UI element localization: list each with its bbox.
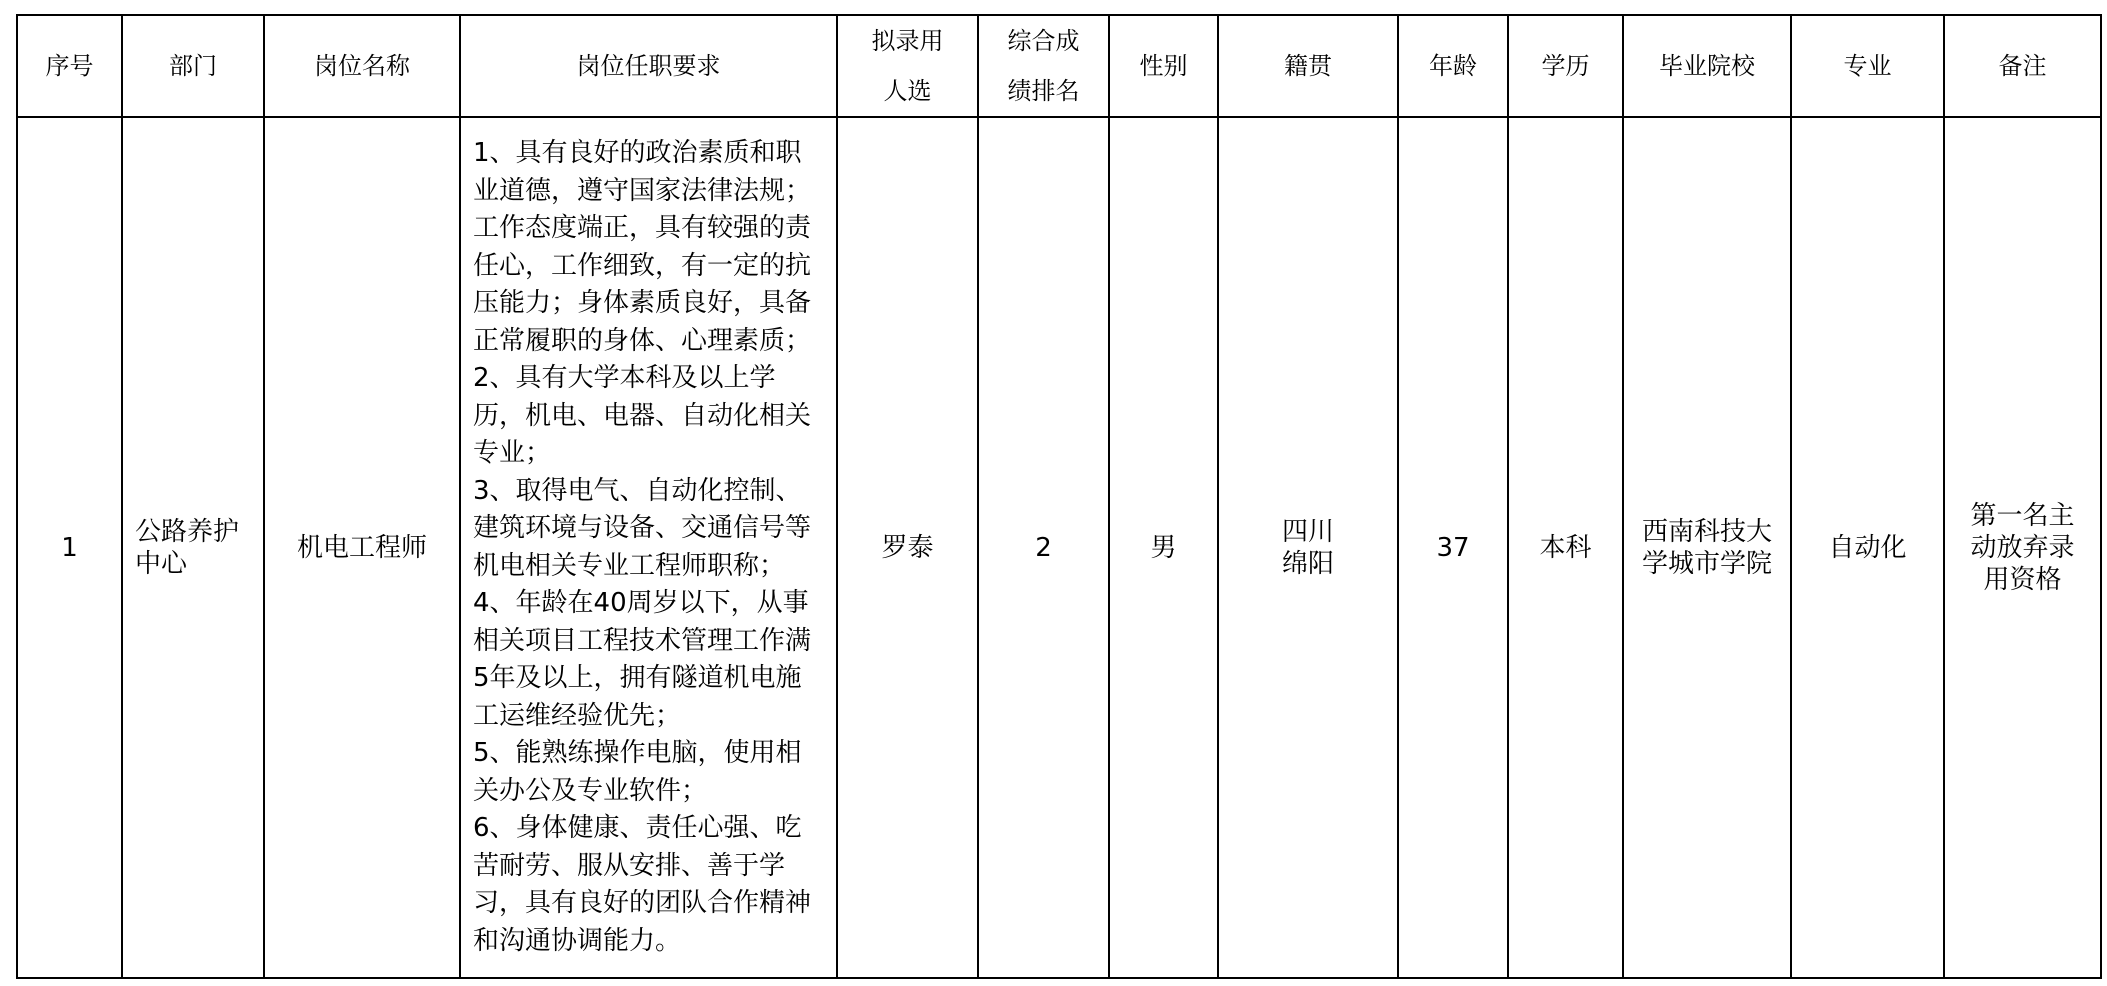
- requirement-line: 4、年龄在40周岁以下，从事: [473, 588, 809, 618]
- cell-school-line2: 学城市学院: [1641, 548, 1772, 579]
- cell-gender: 男: [1109, 117, 1218, 978]
- cell-origin-line2: 绵阳: [1281, 548, 1334, 579]
- header-education: 学历: [1508, 15, 1623, 117]
- header-remarks: 备注: [1944, 15, 2101, 117]
- cell-requirements: [460, 117, 837, 978]
- requirement-line: 工运维经验优先；: [473, 700, 682, 731]
- cell-remarks: [1944, 117, 2101, 978]
- cell-origin-line1: 四川: [1281, 516, 1334, 547]
- cell-remarks-line3: 用资格: [1983, 564, 2062, 595]
- header-row: [17, 15, 2101, 117]
- requirement-line: 和沟通协调能力。: [473, 925, 682, 956]
- header-position: 岗位名称: [264, 15, 460, 117]
- cell-position: 机电工程师: [264, 117, 460, 978]
- requirement-line: 5年及以上，拥有隧道机电施: [473, 663, 802, 693]
- header-rank: [978, 15, 1109, 117]
- requirement-line: 历，机电、电器、自动化相关: [473, 400, 812, 431]
- requirement-line: 5、能熟练操作电脑，使用相: [473, 738, 802, 768]
- requirement-line: 专业；: [473, 438, 552, 468]
- requirement-line: 关办公及专业软件；: [473, 775, 708, 806]
- header-major: 专业: [1791, 15, 1944, 117]
- header-rank-line1: 综合成: [1007, 27, 1080, 55]
- requirement-line: 6、身体健康、责任心强、吃: [473, 813, 802, 843]
- header-school: 毕业院校: [1623, 15, 1791, 117]
- header-requirements: 岗位任职要求: [460, 15, 837, 117]
- requirement-line: 任心，工作细致，有一定的抗: [473, 250, 812, 281]
- cell-age: 37: [1398, 117, 1508, 978]
- cell-major: 自动化: [1791, 117, 1944, 978]
- header-candidate: [837, 15, 978, 117]
- requirement-line: 习，具有良好的团队合作精神: [473, 888, 812, 918]
- cell-school-line1: 西南科技大: [1641, 516, 1772, 547]
- requirement-line: 压能力；身体素质良好，具备: [473, 288, 812, 318]
- header-candidate-line1: 拟录用: [871, 27, 944, 55]
- cell-dept-line2: 中心: [135, 548, 188, 579]
- recruitment-table: [16, 14, 2102, 979]
- requirement-line: 苦耐劳、服从安排、善于学: [473, 850, 786, 881]
- cell-dept: [122, 117, 264, 978]
- header-dept: 部门: [122, 15, 264, 117]
- cell-candidate: 罗泰: [837, 117, 978, 978]
- table-row: [17, 117, 2101, 978]
- header-gender: 性别: [1109, 15, 1218, 117]
- requirement-line: 业道德，遵守国家法律法规；: [473, 175, 812, 206]
- requirement-line: 2、具有大学本科及以上学: [473, 363, 776, 393]
- requirements-list: [473, 135, 830, 960]
- requirement-line: 建筑环境与设备、交通信号等: [473, 513, 812, 543]
- requirement-line: 3、取得电气、自动化控制、: [473, 475, 802, 506]
- cell-seq: 1: [17, 117, 122, 978]
- cell-dept-line1: 公路养护: [135, 516, 240, 547]
- cell-remarks-line2: 动放弃录: [1970, 532, 2075, 563]
- requirement-line: 工作态度端正，具有较强的责: [473, 213, 812, 243]
- cell-origin: [1218, 117, 1398, 978]
- cell-school: [1623, 117, 1791, 978]
- requirement-line: 1、具有良好的政治素质和职: [473, 138, 802, 168]
- cell-education: 本科: [1508, 117, 1623, 978]
- requirement-line: 正常履职的身体、心理素质；: [473, 325, 812, 356]
- header-candidate-line2: 人选: [883, 77, 932, 105]
- requirement-line: 相关项目工程技术管理工作满: [473, 625, 812, 656]
- header-seq: 序号: [17, 15, 122, 117]
- header-origin: 籍贯: [1218, 15, 1398, 117]
- cell-remarks-line1: 第一名主: [1970, 500, 2075, 531]
- header-age: 年龄: [1398, 15, 1508, 117]
- requirement-line: 机电相关专业工程师职称；: [473, 550, 786, 581]
- header-rank-line2: 绩排名: [1007, 77, 1080, 105]
- cell-rank: 2: [978, 117, 1109, 978]
